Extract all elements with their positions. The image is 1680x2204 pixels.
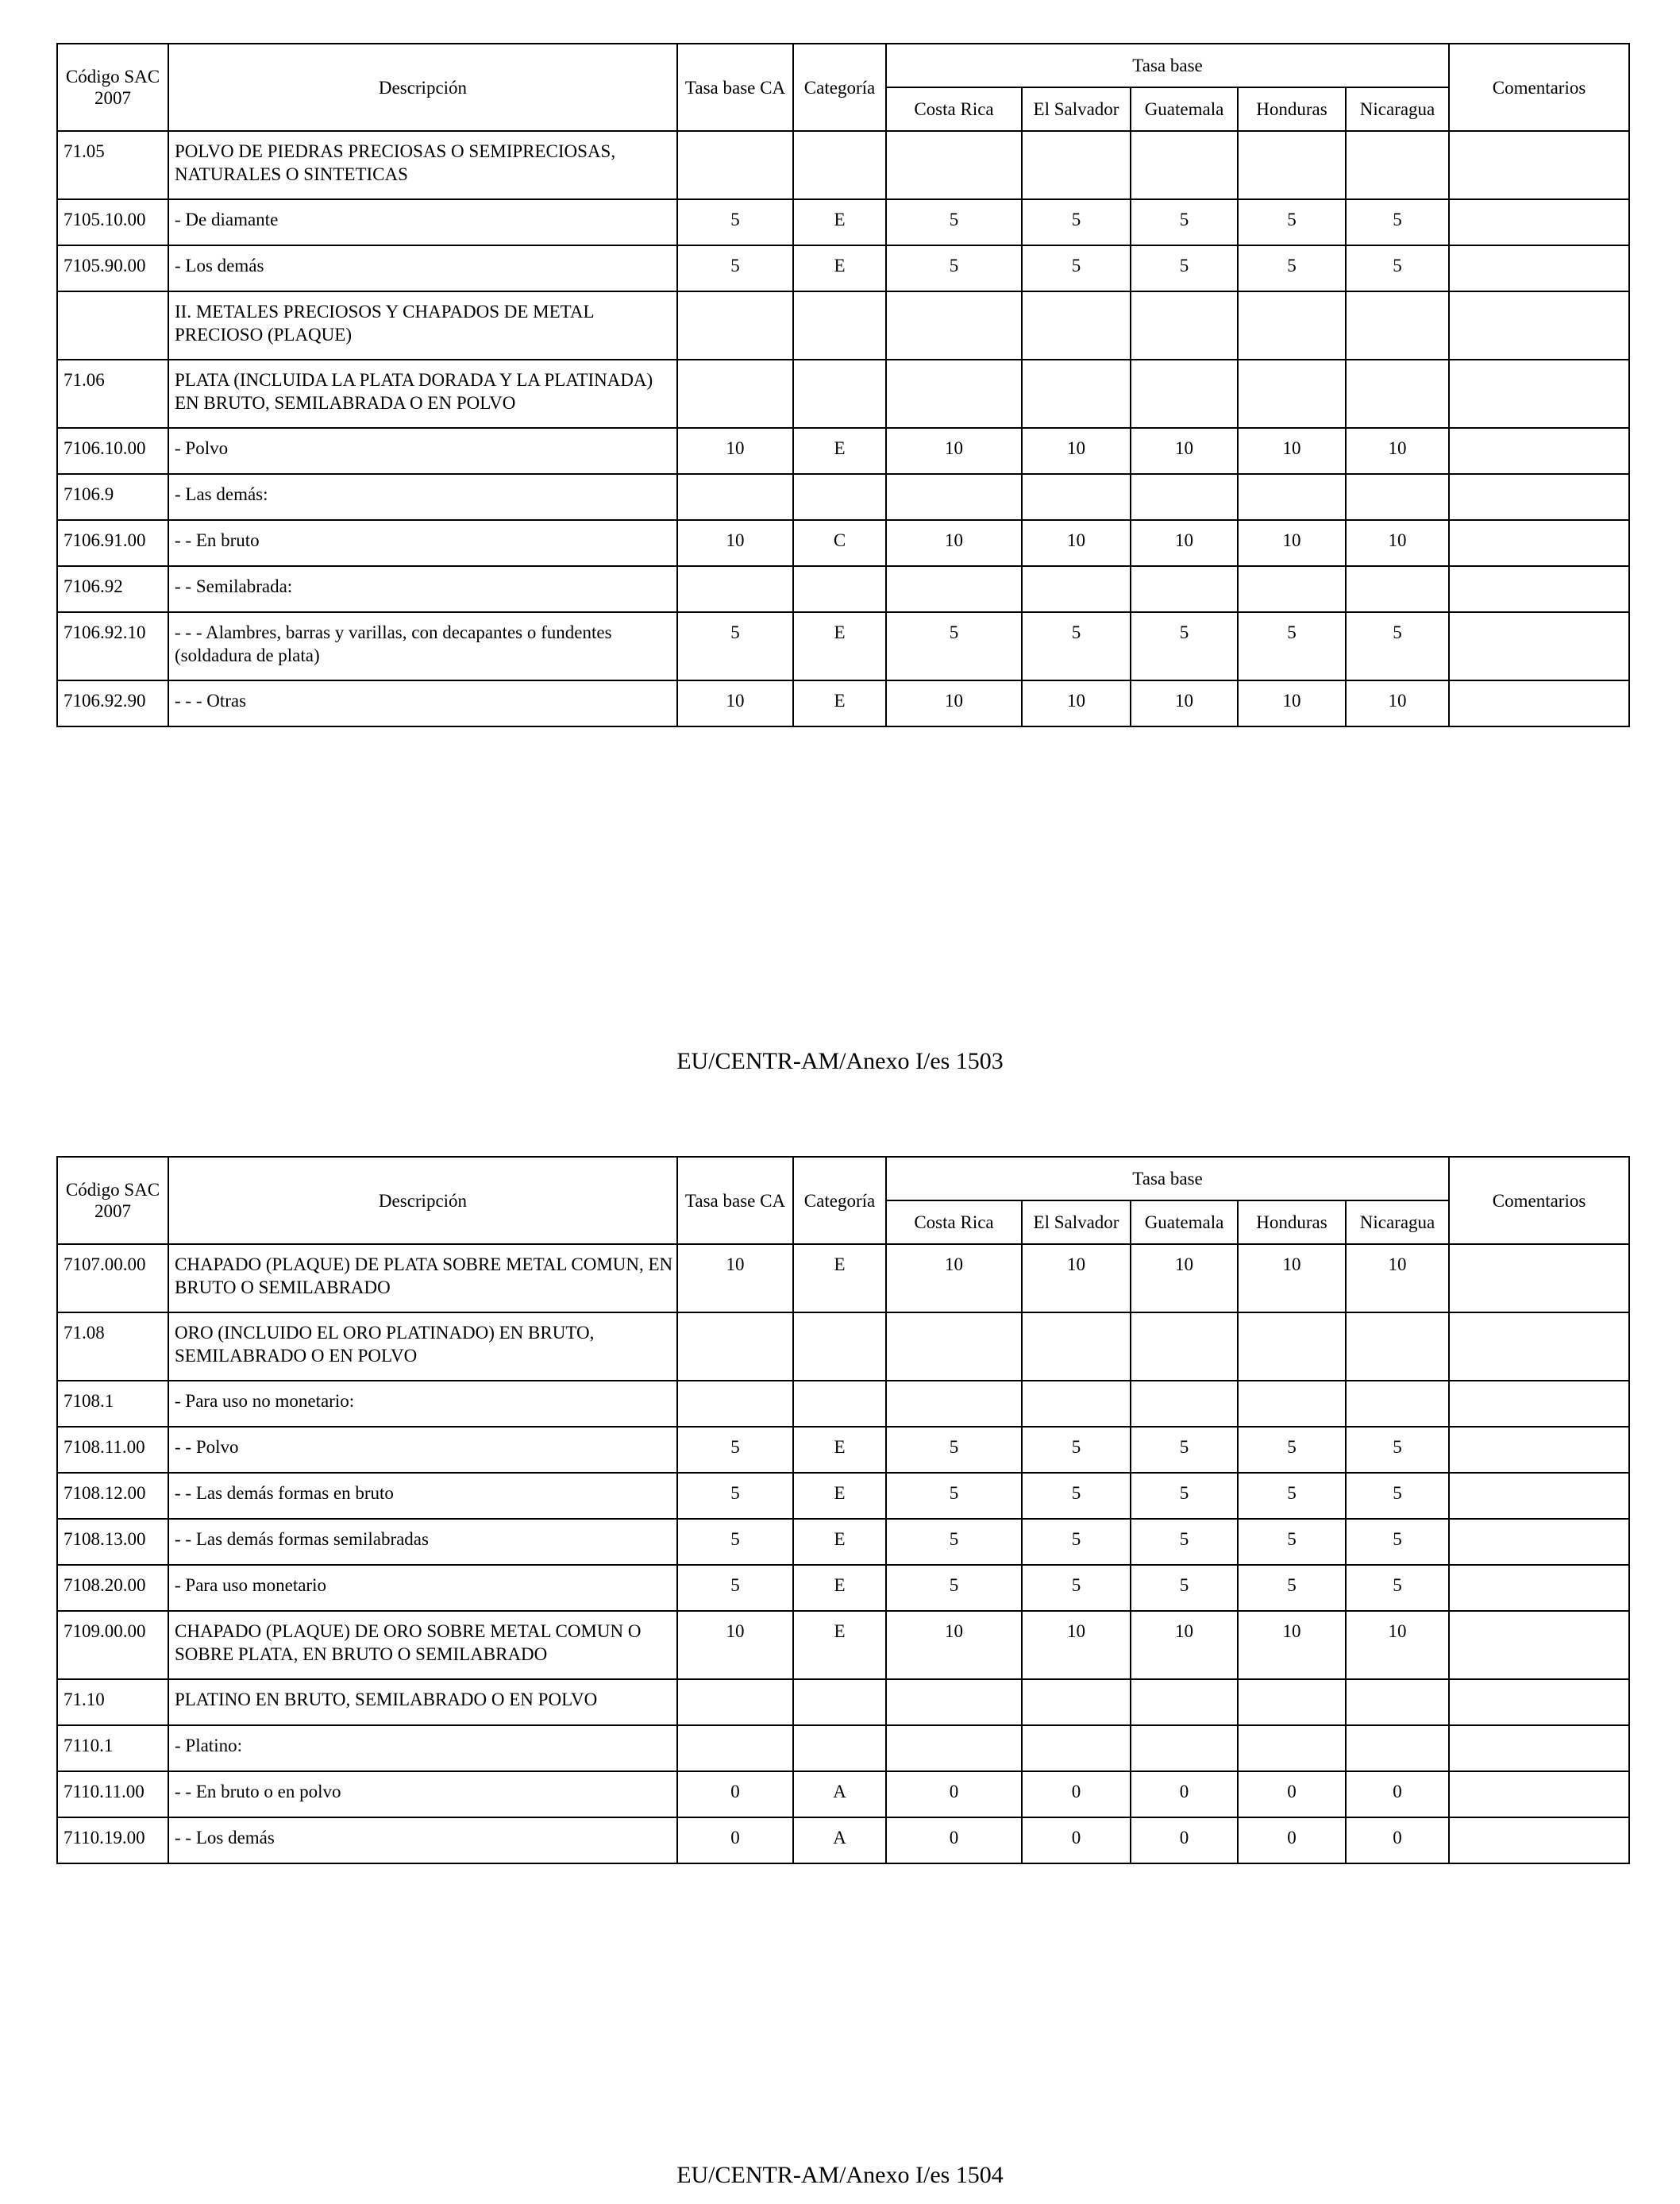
cell-costa-rica <box>886 131 1022 199</box>
cell-base-rate-ca: 5 <box>677 1519 793 1565</box>
cell-description: - - Las demás formas en bruto <box>168 1473 677 1519</box>
cell-base-rate-ca: 5 <box>677 612 793 680</box>
cell-nicaragua: 10 <box>1346 680 1449 726</box>
cell-honduras: 5 <box>1238 199 1346 245</box>
cell-description: - - En bruto <box>168 520 677 566</box>
cell-description: - Para uso no monetario: <box>168 1381 677 1427</box>
cell-description: II. METALES PRECIOSOS Y CHAPADOS DE METAL PRECIOSO (PLAQUE) <box>168 291 677 360</box>
table-row <box>57 199 1629 245</box>
cell-base-rate-ca: 10 <box>677 1611 793 1679</box>
cell-el-salvador <box>1022 291 1131 360</box>
cell-comments <box>1449 566 1629 612</box>
cell-base-rate-ca <box>677 1725 793 1771</box>
cell-el-salvador <box>1022 1381 1131 1427</box>
cell-nicaragua: 5 <box>1346 612 1449 680</box>
table-row <box>57 1473 1629 1519</box>
header-base-rate-ca: Tasa base CA <box>677 44 793 131</box>
tariff-table-page-1504 <box>56 1156 1630 1864</box>
table-row <box>57 1679 1629 1725</box>
cell-base-rate-ca: 10 <box>677 520 793 566</box>
cell-category <box>793 131 886 199</box>
cell-comments <box>1449 1519 1629 1565</box>
cell-nicaragua: 0 <box>1346 1817 1449 1863</box>
cell-description: - Las demás: <box>168 474 677 520</box>
cell-costa-rica <box>886 1381 1022 1427</box>
cell-costa-rica: 5 <box>886 1519 1022 1565</box>
cell-comments <box>1449 428 1629 474</box>
cell-el-salvador: 5 <box>1022 245 1131 291</box>
cell-honduras <box>1238 360 1346 428</box>
cell-comments <box>1449 520 1629 566</box>
cell-nicaragua <box>1346 291 1449 360</box>
cell-base-rate-ca <box>677 1679 793 1725</box>
cell-el-salvador <box>1022 360 1131 428</box>
cell-costa-rica: 5 <box>886 199 1022 245</box>
cell-honduras: 10 <box>1238 680 1346 726</box>
cell-description: - Platino: <box>168 1725 677 1771</box>
table-row <box>57 360 1629 428</box>
cell-el-salvador: 10 <box>1022 428 1131 474</box>
cell-costa-rica: 10 <box>886 428 1022 474</box>
cell-code: 7108.13.00 <box>57 1519 168 1565</box>
cell-description: - - Semilabrada: <box>168 566 677 612</box>
cell-guatemala: 10 <box>1131 520 1238 566</box>
cell-nicaragua <box>1346 1381 1449 1427</box>
cell-category: E <box>793 428 886 474</box>
cell-comments <box>1449 1725 1629 1771</box>
cell-base-rate-ca: 0 <box>677 1771 793 1817</box>
cell-code <box>57 291 168 360</box>
cell-honduras: 5 <box>1238 1519 1346 1565</box>
cell-el-salvador <box>1022 1312 1131 1381</box>
cell-description: - De diamante <box>168 199 677 245</box>
cell-category: E <box>793 1519 886 1565</box>
cell-honduras: 10 <box>1238 1611 1346 1679</box>
cell-nicaragua: 5 <box>1346 1565 1449 1611</box>
cell-nicaragua: 5 <box>1346 199 1449 245</box>
cell-comments <box>1449 1771 1629 1817</box>
cell-el-salvador <box>1022 566 1131 612</box>
cell-honduras <box>1238 474 1346 520</box>
cell-el-salvador <box>1022 1679 1131 1725</box>
cell-honduras: 5 <box>1238 245 1346 291</box>
cell-nicaragua <box>1346 566 1449 612</box>
cell-code: 71.06 <box>57 360 168 428</box>
cell-description: - - - Otras <box>168 680 677 726</box>
header-country-costa-rica: Costa Rica <box>886 87 1022 131</box>
cell-el-salvador: 0 <box>1022 1771 1131 1817</box>
cell-comments <box>1449 1817 1629 1863</box>
cell-category: A <box>793 1817 886 1863</box>
cell-nicaragua <box>1346 1679 1449 1725</box>
cell-category: A <box>793 1771 886 1817</box>
cell-guatemala <box>1131 1312 1238 1381</box>
table-row <box>57 1381 1629 1427</box>
cell-nicaragua: 10 <box>1346 520 1449 566</box>
cell-category: E <box>793 1244 886 1312</box>
cell-honduras: 5 <box>1238 1473 1346 1519</box>
cell-costa-rica: 5 <box>886 612 1022 680</box>
cell-nicaragua <box>1346 1312 1449 1381</box>
cell-category <box>793 1725 886 1771</box>
cell-costa-rica <box>886 474 1022 520</box>
table-row <box>57 1565 1629 1611</box>
cell-base-rate-ca <box>677 360 793 428</box>
cell-guatemala <box>1131 1381 1238 1427</box>
cell-code: 7109.00.00 <box>57 1611 168 1679</box>
cell-el-salvador: 0 <box>1022 1817 1131 1863</box>
cell-description: ORO (INCLUIDO EL ORO PLATINADO) EN BRUTO, SEMILABRADO O EN POLVO <box>168 1312 677 1381</box>
cell-comments <box>1449 1244 1629 1312</box>
cell-honduras: 5 <box>1238 1427 1346 1473</box>
cell-nicaragua: 0 <box>1346 1771 1449 1817</box>
table-row <box>57 1244 1629 1312</box>
cell-el-salvador <box>1022 1725 1131 1771</box>
cell-costa-rica: 10 <box>886 520 1022 566</box>
cell-base-rate-ca: 10 <box>677 428 793 474</box>
cell-costa-rica: 5 <box>886 245 1022 291</box>
cell-guatemala: 5 <box>1131 1473 1238 1519</box>
table-row <box>57 680 1629 726</box>
cell-el-salvador: 10 <box>1022 680 1131 726</box>
cell-code: 7105.90.00 <box>57 245 168 291</box>
cell-category: E <box>793 245 886 291</box>
cell-description: PLATINO EN BRUTO, SEMILABRADO O EN POLVO <box>168 1679 677 1725</box>
table-row <box>57 1427 1629 1473</box>
header-country-nicaragua: Nicaragua <box>1346 1200 1449 1244</box>
cell-costa-rica <box>886 1312 1022 1381</box>
header-comments: Comentarios <box>1449 1157 1629 1244</box>
cell-base-rate-ca: 10 <box>677 680 793 726</box>
cell-category: E <box>793 1611 886 1679</box>
cell-costa-rica: 10 <box>886 1611 1022 1679</box>
cell-honduras <box>1238 1725 1346 1771</box>
cell-category: E <box>793 612 886 680</box>
cell-guatemala <box>1131 566 1238 612</box>
cell-category: C <box>793 520 886 566</box>
cell-honduras <box>1238 291 1346 360</box>
cell-category <box>793 360 886 428</box>
cell-code: 7108.1 <box>57 1381 168 1427</box>
cell-comments <box>1449 360 1629 428</box>
table-row <box>57 1312 1629 1381</box>
cell-category <box>793 291 886 360</box>
cell-guatemala <box>1131 1725 1238 1771</box>
cell-category: E <box>793 680 886 726</box>
table-row <box>57 474 1629 520</box>
cell-guatemala: 5 <box>1131 1519 1238 1565</box>
cell-description: - - Polvo <box>168 1427 677 1473</box>
header-base-rate: Tasa base <box>886 44 1449 87</box>
cell-costa-rica: 10 <box>886 680 1022 726</box>
cell-description: PLATA (INCLUIDA LA PLATA DORADA Y LA PLATINADA) EN BRUTO, SEMILABRADA O EN POLVO <box>168 360 677 428</box>
cell-guatemala: 5 <box>1131 199 1238 245</box>
cell-el-salvador <box>1022 131 1131 199</box>
cell-code: 7106.92.90 <box>57 680 168 726</box>
cell-costa-rica <box>886 1679 1022 1725</box>
cell-costa-rica: 5 <box>886 1565 1022 1611</box>
cell-code: 71.08 <box>57 1312 168 1381</box>
tariff-table-page-1503 <box>56 43 1630 727</box>
cell-comments <box>1449 1611 1629 1679</box>
cell-code: 71.05 <box>57 131 168 199</box>
cell-code: 7108.12.00 <box>57 1473 168 1519</box>
header-country-guatemala: Guatemala <box>1131 87 1238 131</box>
cell-code: 7106.91.00 <box>57 520 168 566</box>
cell-guatemala: 10 <box>1131 428 1238 474</box>
cell-category: E <box>793 1473 886 1519</box>
cell-honduras: 5 <box>1238 1565 1346 1611</box>
cell-nicaragua: 5 <box>1346 245 1449 291</box>
header-description: Descripción <box>168 44 677 131</box>
cell-el-salvador: 10 <box>1022 1611 1131 1679</box>
cell-base-rate-ca: 10 <box>677 1244 793 1312</box>
header-description: Descripción <box>168 1157 677 1244</box>
cell-comments <box>1449 1427 1629 1473</box>
cell-description: - - En bruto o en polvo <box>168 1771 677 1817</box>
cell-base-rate-ca <box>677 291 793 360</box>
cell-guatemala <box>1131 291 1238 360</box>
cell-comments <box>1449 1381 1629 1427</box>
cell-costa-rica: 0 <box>886 1817 1022 1863</box>
cell-nicaragua: 10 <box>1346 1244 1449 1312</box>
page-footer-1503: EU/CENTR-AM/Anexo I/es 1503 <box>676 1048 1004 1074</box>
cell-category <box>793 1312 886 1381</box>
header-country-nicaragua: Nicaragua <box>1346 87 1449 131</box>
header-country-el-salvador: El Salvador <box>1022 87 1131 131</box>
cell-costa-rica <box>886 360 1022 428</box>
cell-honduras: 10 <box>1238 520 1346 566</box>
cell-el-salvador: 10 <box>1022 520 1131 566</box>
cell-code: 7106.10.00 <box>57 428 168 474</box>
cell-costa-rica: 0 <box>886 1771 1022 1817</box>
cell-code: 7106.92.10 <box>57 612 168 680</box>
cell-costa-rica: 10 <box>886 1244 1022 1312</box>
table-row <box>57 1611 1629 1679</box>
cell-el-salvador: 5 <box>1022 1427 1131 1473</box>
cell-base-rate-ca <box>677 474 793 520</box>
cell-honduras <box>1238 1381 1346 1427</box>
cell-description: - Polvo <box>168 428 677 474</box>
table-row <box>57 1519 1629 1565</box>
cell-code: 7106.9 <box>57 474 168 520</box>
cell-el-salvador: 5 <box>1022 612 1131 680</box>
cell-description: CHAPADO (PLAQUE) DE ORO SOBRE METAL COMUN O SOBRE PLATA, EN BRUTO O SEMILABRADO <box>168 1611 677 1679</box>
cell-nicaragua: 10 <box>1346 1611 1449 1679</box>
cell-guatemala <box>1131 474 1238 520</box>
cell-description: POLVO DE PIEDRAS PRECIOSAS O SEMIPRECIOSAS, NATURALES O SINTETICAS <box>168 131 677 199</box>
cell-base-rate-ca: 5 <box>677 199 793 245</box>
cell-comments <box>1449 245 1629 291</box>
cell-code: 7108.11.00 <box>57 1427 168 1473</box>
header-country-honduras: Honduras <box>1238 1200 1346 1244</box>
cell-guatemala <box>1131 131 1238 199</box>
header-country-el-salvador: El Salvador <box>1022 1200 1131 1244</box>
cell-guatemala <box>1131 360 1238 428</box>
cell-comments <box>1449 680 1629 726</box>
cell-description: CHAPADO (PLAQUE) DE PLATA SOBRE METAL COMUN, EN BRUTO O SEMILABRADO <box>168 1244 677 1312</box>
cell-honduras <box>1238 1679 1346 1725</box>
cell-code: 7105.10.00 <box>57 199 168 245</box>
cell-el-salvador <box>1022 474 1131 520</box>
cell-costa-rica <box>886 291 1022 360</box>
cell-el-salvador: 5 <box>1022 1519 1131 1565</box>
cell-costa-rica <box>886 1725 1022 1771</box>
cell-category <box>793 1679 886 1725</box>
cell-comments <box>1449 199 1629 245</box>
cell-honduras <box>1238 1312 1346 1381</box>
cell-guatemala: 5 <box>1131 245 1238 291</box>
header-category: Categoría <box>793 44 886 131</box>
cell-description: - - Las demás formas semilabradas <box>168 1519 677 1565</box>
cell-description: - - - Alambres, barras y varillas, con decapantes o fundentes (soldadura de plata) <box>168 612 677 680</box>
cell-guatemala: 10 <box>1131 1244 1238 1312</box>
cell-category: E <box>793 1565 886 1611</box>
cell-honduras: 0 <box>1238 1817 1346 1863</box>
cell-comments <box>1449 1565 1629 1611</box>
header-country-guatemala: Guatemala <box>1131 1200 1238 1244</box>
table-row <box>57 245 1629 291</box>
cell-description: - - Los demás <box>168 1817 677 1863</box>
cell-code: 7110.19.00 <box>57 1817 168 1863</box>
cell-base-rate-ca: 0 <box>677 1817 793 1863</box>
cell-guatemala <box>1131 1679 1238 1725</box>
cell-costa-rica <box>886 566 1022 612</box>
cell-code: 7108.20.00 <box>57 1565 168 1611</box>
cell-nicaragua: 5 <box>1346 1473 1449 1519</box>
table-row <box>57 1771 1629 1817</box>
cell-nicaragua <box>1346 1725 1449 1771</box>
cell-code: 7110.1 <box>57 1725 168 1771</box>
cell-description: - Los demás <box>168 245 677 291</box>
cell-guatemala: 5 <box>1131 612 1238 680</box>
cell-category <box>793 1381 886 1427</box>
cell-honduras: 5 <box>1238 612 1346 680</box>
cell-nicaragua: 10 <box>1346 428 1449 474</box>
cell-guatemala: 0 <box>1131 1771 1238 1817</box>
cell-honduras: 0 <box>1238 1771 1346 1817</box>
cell-honduras <box>1238 566 1346 612</box>
header-country-honduras: Honduras <box>1238 87 1346 131</box>
cell-base-rate-ca <box>677 1381 793 1427</box>
cell-nicaragua <box>1346 131 1449 199</box>
table-row <box>57 612 1629 680</box>
cell-comments <box>1449 131 1629 199</box>
cell-guatemala: 10 <box>1131 680 1238 726</box>
cell-base-rate-ca <box>677 131 793 199</box>
table-row <box>57 1817 1629 1863</box>
cell-nicaragua <box>1346 360 1449 428</box>
table-row <box>57 520 1629 566</box>
cell-costa-rica: 5 <box>886 1427 1022 1473</box>
table-row <box>57 131 1629 199</box>
cell-honduras <box>1238 131 1346 199</box>
cell-category: E <box>793 199 886 245</box>
table-row <box>57 566 1629 612</box>
cell-guatemala: 10 <box>1131 1611 1238 1679</box>
cell-category <box>793 474 886 520</box>
cell-guatemala: 5 <box>1131 1565 1238 1611</box>
cell-code: 7107.00.00 <box>57 1244 168 1312</box>
header-country-costa-rica: Costa Rica <box>886 1200 1022 1244</box>
cell-nicaragua: 5 <box>1346 1519 1449 1565</box>
cell-el-salvador: 5 <box>1022 1565 1131 1611</box>
cell-code: 7110.11.00 <box>57 1771 168 1817</box>
cell-description: - Para uso monetario <box>168 1565 677 1611</box>
cell-code: 71.10 <box>57 1679 168 1725</box>
cell-comments <box>1449 291 1629 360</box>
cell-base-rate-ca: 5 <box>677 1565 793 1611</box>
cell-base-rate-ca <box>677 566 793 612</box>
cell-el-salvador: 5 <box>1022 1473 1131 1519</box>
cell-category: E <box>793 1427 886 1473</box>
header-code: Código SAC 2007 <box>57 1157 168 1244</box>
cell-base-rate-ca: 5 <box>677 1427 793 1473</box>
cell-comments <box>1449 1473 1629 1519</box>
header-base-rate: Tasa base <box>886 1157 1449 1200</box>
cell-base-rate-ca: 5 <box>677 1473 793 1519</box>
cell-comments <box>1449 612 1629 680</box>
header-base-rate-ca: Tasa base CA <box>677 1157 793 1244</box>
header-code: Código SAC 2007 <box>57 44 168 131</box>
cell-guatemala: 0 <box>1131 1817 1238 1863</box>
table-row <box>57 291 1629 360</box>
cell-base-rate-ca <box>677 1312 793 1381</box>
page-footer-1504: EU/CENTR-AM/Anexo I/es 1504 <box>676 2162 1004 2188</box>
cell-el-salvador: 5 <box>1022 199 1131 245</box>
cell-nicaragua <box>1346 474 1449 520</box>
cell-el-salvador: 10 <box>1022 1244 1131 1312</box>
header-category: Categoría <box>793 1157 886 1244</box>
header-comments: Comentarios <box>1449 44 1629 131</box>
cell-code: 7106.92 <box>57 566 168 612</box>
table-row <box>57 428 1629 474</box>
cell-guatemala: 5 <box>1131 1427 1238 1473</box>
cell-honduras: 10 <box>1238 428 1346 474</box>
cell-comments <box>1449 1679 1629 1725</box>
cell-honduras: 10 <box>1238 1244 1346 1312</box>
cell-costa-rica: 5 <box>886 1473 1022 1519</box>
cell-comments <box>1449 1312 1629 1381</box>
cell-category <box>793 566 886 612</box>
cell-base-rate-ca: 5 <box>677 245 793 291</box>
table-row <box>57 1725 1629 1771</box>
cell-nicaragua: 5 <box>1346 1427 1449 1473</box>
cell-comments <box>1449 474 1629 520</box>
